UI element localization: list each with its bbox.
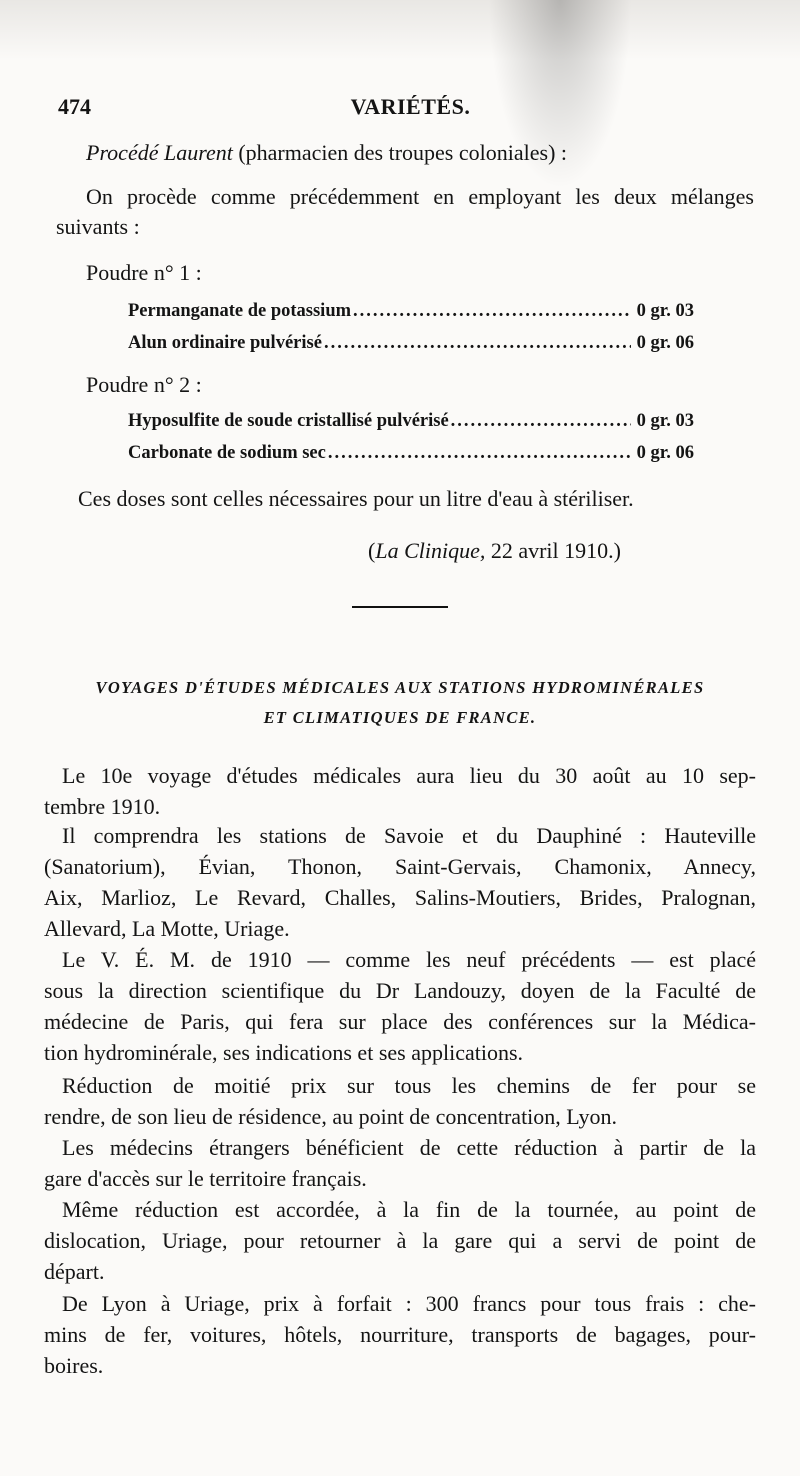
doses-sentence: Ces doses sont celles nécessaires pour un litre d'eau à stériliser.	[78, 486, 634, 511]
poudre-1-label: Poudre n° 1 :	[86, 260, 202, 285]
recipe-row	[128, 330, 694, 362]
paragraph-line: sous la direction scientifique du Dr Landouzy, doyen de la Faculté de	[44, 978, 756, 1003]
paragraph-line: tembre 1910.	[44, 794, 161, 819]
citation-journal: La Clinique,	[375, 538, 486, 563]
paragraph-foreign-doctors	[44, 1132, 756, 1194]
recipe-row	[128, 440, 694, 472]
paragraph-line: Le 10e voyage d'études médicales aura lieu du 30 août au 10 sep-	[62, 763, 756, 788]
section-heading-line-1: VOYAGES D'ÉTUDES MÉDICALES AUX STATIONS HYDROMINÉRALES	[95, 678, 705, 697]
dot-leader	[353, 298, 631, 324]
recipe-item-quantity: 0 gr. 06	[636, 333, 694, 353]
paragraph-line: rendre, de son lieu de résidence, au point de concentration, Lyon.	[44, 1104, 618, 1129]
recipe-row	[128, 408, 694, 440]
paragraph-line: boires.	[44, 1353, 104, 1378]
paragraph-line: mins de fer, voitures, hôtels, nourriture, transports de bagages, pour-	[44, 1322, 756, 1347]
paragraph-direction	[44, 944, 756, 1068]
paragraph-line: tion hydrominérale, ses indications et ses applications.	[44, 1040, 524, 1065]
recipe-item-quantity: 0 gr. 06	[636, 443, 694, 463]
recipe-item-name: Permanganate de potassium	[128, 301, 352, 321]
recipe-row	[128, 298, 694, 330]
paragraph-line: Même réduction est accordée, à la fin de la tournée, au point de	[62, 1197, 756, 1222]
paragraph-line: De Lyon à Uriage, prix à forfait : 300 francs pour tous frais : che-	[62, 1291, 756, 1316]
procede-title	[86, 138, 567, 168]
paragraph-line: départ.	[44, 1259, 105, 1284]
recipe-item-name: Carbonate de sodium sec	[128, 443, 326, 463]
paragraph-line: Il comprendra les stations de Savoie et du Dauphiné : Hauteville	[62, 823, 756, 848]
source-citation	[368, 536, 621, 566]
running-title: VARIÉTÉS.	[350, 94, 471, 119]
page-number: 474	[58, 94, 91, 119]
paragraph-line: Réduction de moitié prix sur tous les chemins de fer pour se	[62, 1073, 756, 1098]
paragraph-line: Les médecins étrangers bénéficient de cette réduction à partir de la	[62, 1135, 756, 1160]
paragraph-dates	[44, 760, 756, 822]
citation-date: 22 avril 1910.)	[485, 538, 621, 563]
paragraph-line: Aix, Marlioz, Le Revard, Challes, Salins-Moutiers, Brides, Pralognan,	[44, 885, 756, 910]
recipe-item-name: Hyposulfite de soude cristallisé pulvérisé	[128, 411, 449, 431]
poudre-1-list	[128, 298, 694, 362]
paragraph-line: dislocation, Uriage, pour retourner à la gare qui a servi de point de	[44, 1228, 756, 1253]
procede-intro-line-2: suivants :	[56, 214, 140, 239]
procede-name: Procédé Laurent	[86, 140, 233, 165]
procede-intro-line-1: On procède comme précédemment en employant les deux mélanges	[86, 184, 754, 209]
paragraph-line: Le V. É. M. de 1910 — comme les neuf précédents — est placé	[62, 947, 756, 972]
paragraph-return	[44, 1194, 756, 1287]
poudre-2-list	[128, 408, 694, 472]
poudre-2-label: Poudre n° 2 :	[86, 372, 202, 397]
paragraph-line: médecine de Paris, qui fera sur place des conférences sur la Médica-	[44, 1009, 756, 1034]
paragraph-line: Allevard, La Motte, Uriage.	[44, 916, 290, 941]
recipe-item-name: Alun ordinaire pulvérisé	[128, 333, 322, 353]
recipe-item-quantity: 0 gr. 03	[636, 301, 694, 321]
paragraph-reduction	[44, 1070, 756, 1132]
dot-leader	[324, 330, 631, 356]
paragraph-price	[44, 1288, 756, 1381]
dot-leader	[451, 408, 631, 434]
running-header	[58, 94, 763, 122]
dot-leader	[328, 440, 631, 466]
paragraph-line: (Sanatorium), Évian, Thonon, Saint-Gervais, Chamonix, Annecy,	[44, 854, 756, 879]
citation-open-paren: (	[368, 538, 376, 563]
section-heading-line-2: ET CLIMATIQUES DE FRANCE.	[263, 708, 537, 727]
paragraph-line: gare d'accès sur le territoire français.	[44, 1166, 367, 1191]
section-divider	[352, 606, 448, 608]
procede-title-rest: (pharmacien des troupes coloniales) :	[232, 140, 568, 165]
paragraph-stations	[44, 820, 756, 944]
recipe-item-quantity: 0 gr. 03	[636, 411, 694, 431]
